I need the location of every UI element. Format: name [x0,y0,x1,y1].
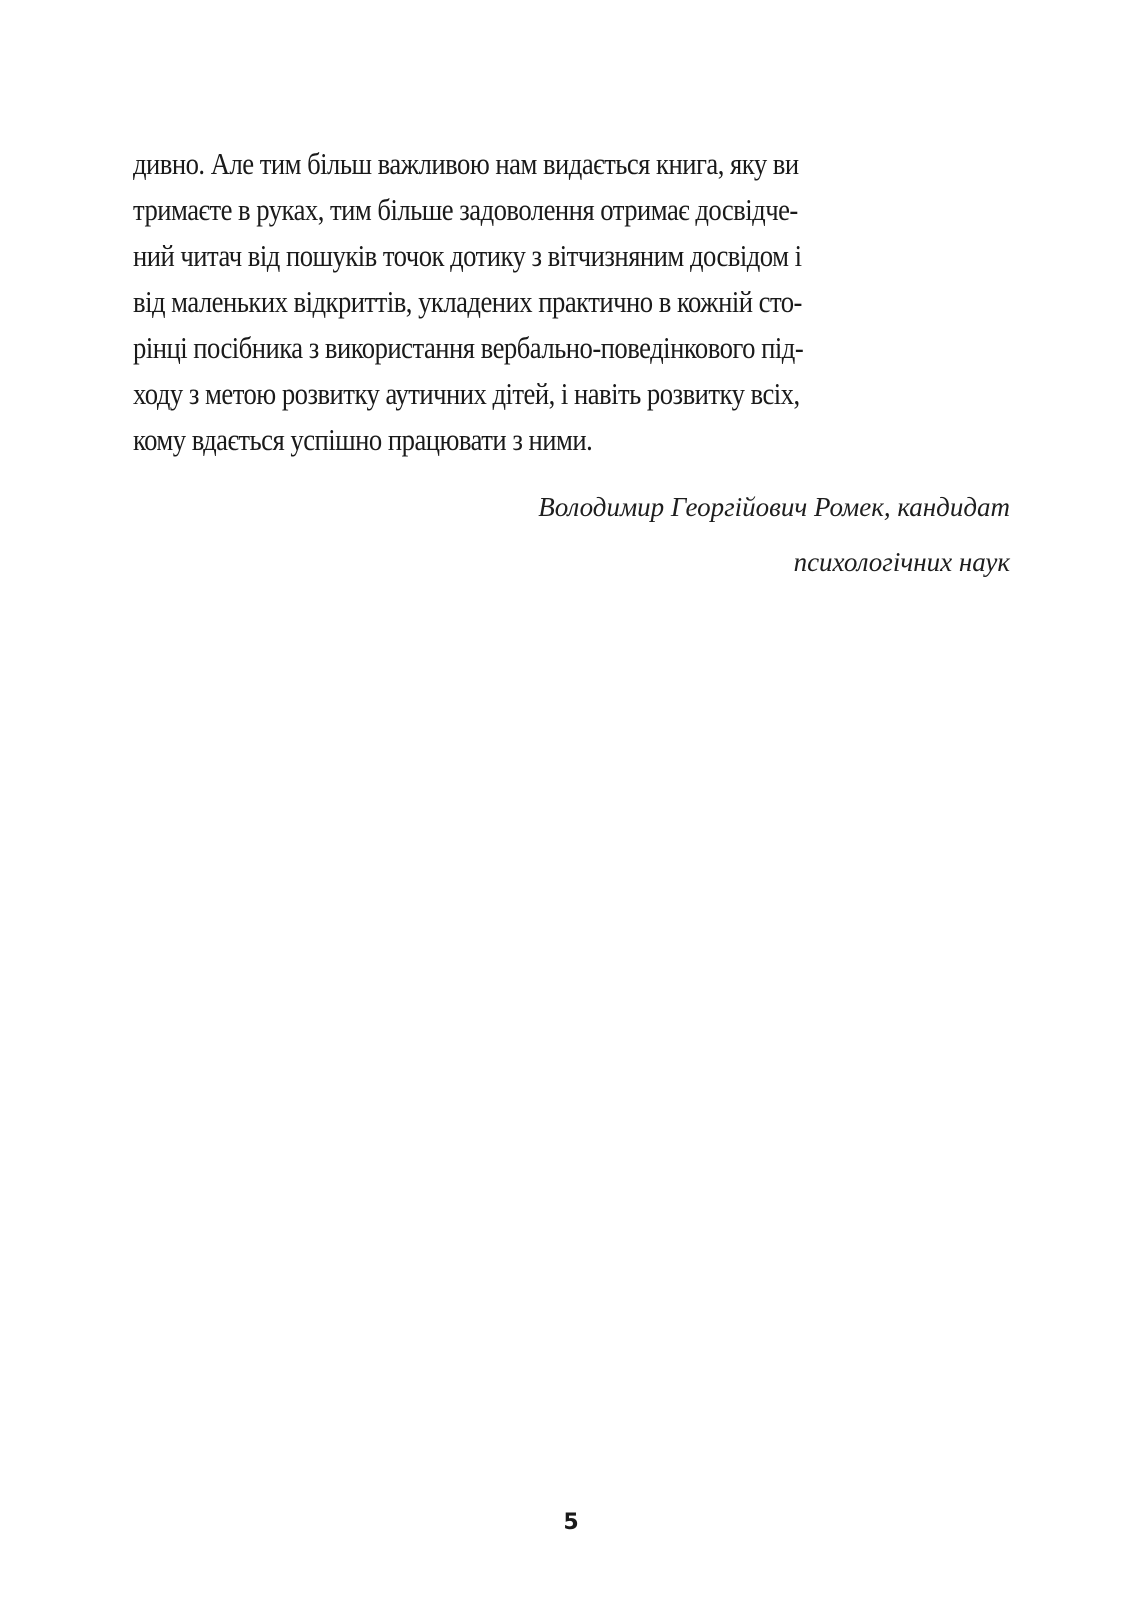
paragraph-line: ний читач від пошуків точок дотику з вітчизняним досвідом і [133,238,802,273]
paragraph-line: дивно. Але тим більш важливою нам видається книга, яку ви [133,146,799,181]
paragraph-line: рінці посібника з використання вербально-поведінкового під- [133,330,804,365]
body-paragraph [133,141,886,463]
author-signature [538,480,1010,590]
paragraph-line: ходу з метою розвитку аутичних дітей, і навіть розвитку всіх, [133,376,800,411]
page-number: 5 [563,1510,579,1535]
signature-name: Володимир Георгійович Ромек, кандидат [538,492,1010,522]
signature-title: психологічних наук [793,547,1010,577]
paragraph-line: від маленьких відкриттів, укладених практично в кожній сто- [133,284,802,319]
paragraph-line: тримаєте в руках, тим більше задоволення отримає досвідче- [133,192,798,227]
paragraph-line: кому вдається успішно працювати з ними. [133,422,593,457]
